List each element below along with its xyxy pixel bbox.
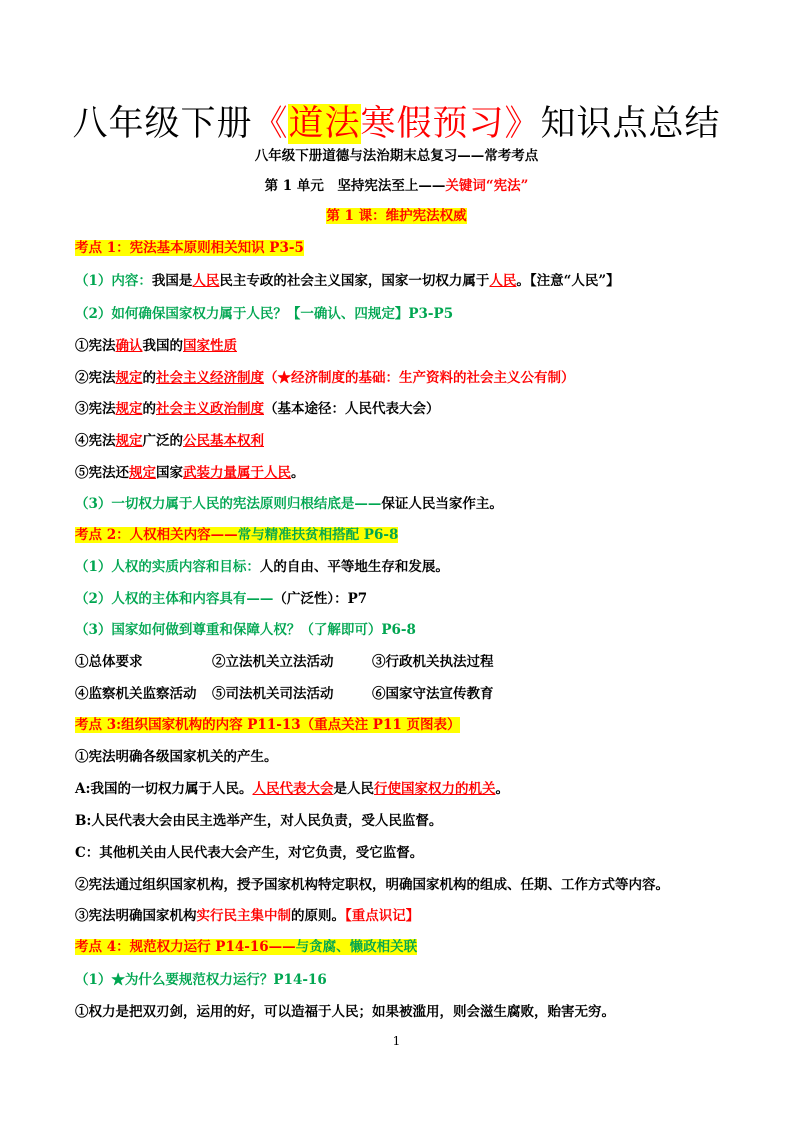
- kd1-line7: ⑤宪法还规定国家武装力量属于人民。: [75, 465, 305, 481]
- kd3-line1: ①宪法明确各级国家机关的产生。: [75, 749, 278, 765]
- kd1-line3: ①宪法确认我国的国家性质: [75, 338, 237, 354]
- kd2-grid-row: [75, 652, 494, 672]
- kd1-line2: （2）如何确保国家权力属于人民？【一确认、四规定】P3-P5: [75, 306, 454, 322]
- page-number: 1: [392, 1034, 401, 1048]
- kd3-line2: A:我国的一切权力属于人民。人民代表大会是人民行使国家权力的机关。: [75, 781, 509, 797]
- grid-cell: ①总体要求: [75, 654, 143, 670]
- title-part: 寒假预习: [360, 104, 505, 144]
- title-part: 八年级下册: [72, 104, 253, 144]
- title-part: 《: [252, 104, 289, 144]
- kd1-line6: ④宪法规定广泛的公民基本权利: [75, 433, 264, 449]
- page-title: [0, 100, 793, 148]
- title-highlight: 道法: [288, 104, 361, 144]
- grid-cell: ③行政机关执法过程: [372, 654, 494, 670]
- grid-cell: ②立法机关立法活动: [212, 654, 334, 670]
- kd1-line8: （3）一切权力属于人民的宪法原则归根结底是——保证人民当家作主。: [75, 496, 503, 512]
- kd3-line6: ③宪法明确国家机构实行民主集中制的原则。【重点识记】: [75, 908, 420, 924]
- kd4-heading: 考点 4：规范权力运行 P14-16——与贪腐、懒政相关联: [75, 939, 418, 955]
- grid-cell: ⑤司法机关司法活动: [212, 686, 334, 702]
- kd1-line4: ②宪法规定的社会主义经济制度（★经济制度的基础：生产资料的社会主义公有制）: [75, 370, 575, 386]
- title-part: 知识点总结: [540, 104, 721, 144]
- kd2-line3: （3）国家如何做到尊重和保障人权？（了解即可）P6-8: [75, 622, 416, 638]
- kd3-heading: 考点 3:组织国家机构的内容 P11-13（重点关注 P11 页图表）: [75, 717, 461, 733]
- kd2-line2: （2）人权的主体和内容具有——（广泛性）：P7: [75, 591, 368, 607]
- kd2-heading: 考点 2：人权相关内容——常与精准扶贫相搭配 P6-8: [75, 527, 399, 543]
- kd2-grid-row: [75, 684, 494, 704]
- subtitle: 八年级下册道德与法治期末总复习——常考考点: [254, 148, 539, 164]
- lesson-heading: 第 1 课：维护宪法权威: [326, 208, 467, 224]
- kd1-line5: ③宪法规定的社会主义政治制度（基本途径：人民代表大会）: [75, 401, 440, 417]
- grid-cell: ④监察机关监察活动: [75, 686, 197, 702]
- kd3-line4: C：其他机关由人民代表大会产生，对它负责，受它监督。: [75, 845, 424, 861]
- unit-heading: 第 1 单元 坚持宪法至上——关键词“宪法”: [264, 178, 529, 194]
- kd1-line1: （1）内容：我国是人民民主专政的社会主义国家，国家一切权力属于人民。【注意“人民”】: [75, 273, 620, 289]
- kd1-heading: 考点 1：宪法基本原则相关知识 P3-5: [75, 240, 304, 256]
- kd2-line1: （1）人权的实质内容和目标：人的自由、平等地生存和发展。: [75, 559, 449, 575]
- kd3-line5: ②宪法通过组织国家机构，授予国家机构特定职权，明确国家机构的组成、任期、工作方式等内容。: [75, 877, 669, 893]
- kd3-line3: B:人民代表大会由民主选举产生，对人民负责，受人民监督。: [75, 813, 443, 829]
- grid-cell: ⑥国家守法宣传教育: [372, 686, 494, 702]
- kd4-line1: （1）★为什么要规范权力运行？P14-16: [75, 972, 327, 988]
- kd4-line2: ①权力是把双刃剑，运用的好，可以造福于人民；如果被滥用，则会滋生腐败，贻害无穷。: [75, 1004, 615, 1020]
- title-part: 》: [504, 104, 541, 144]
